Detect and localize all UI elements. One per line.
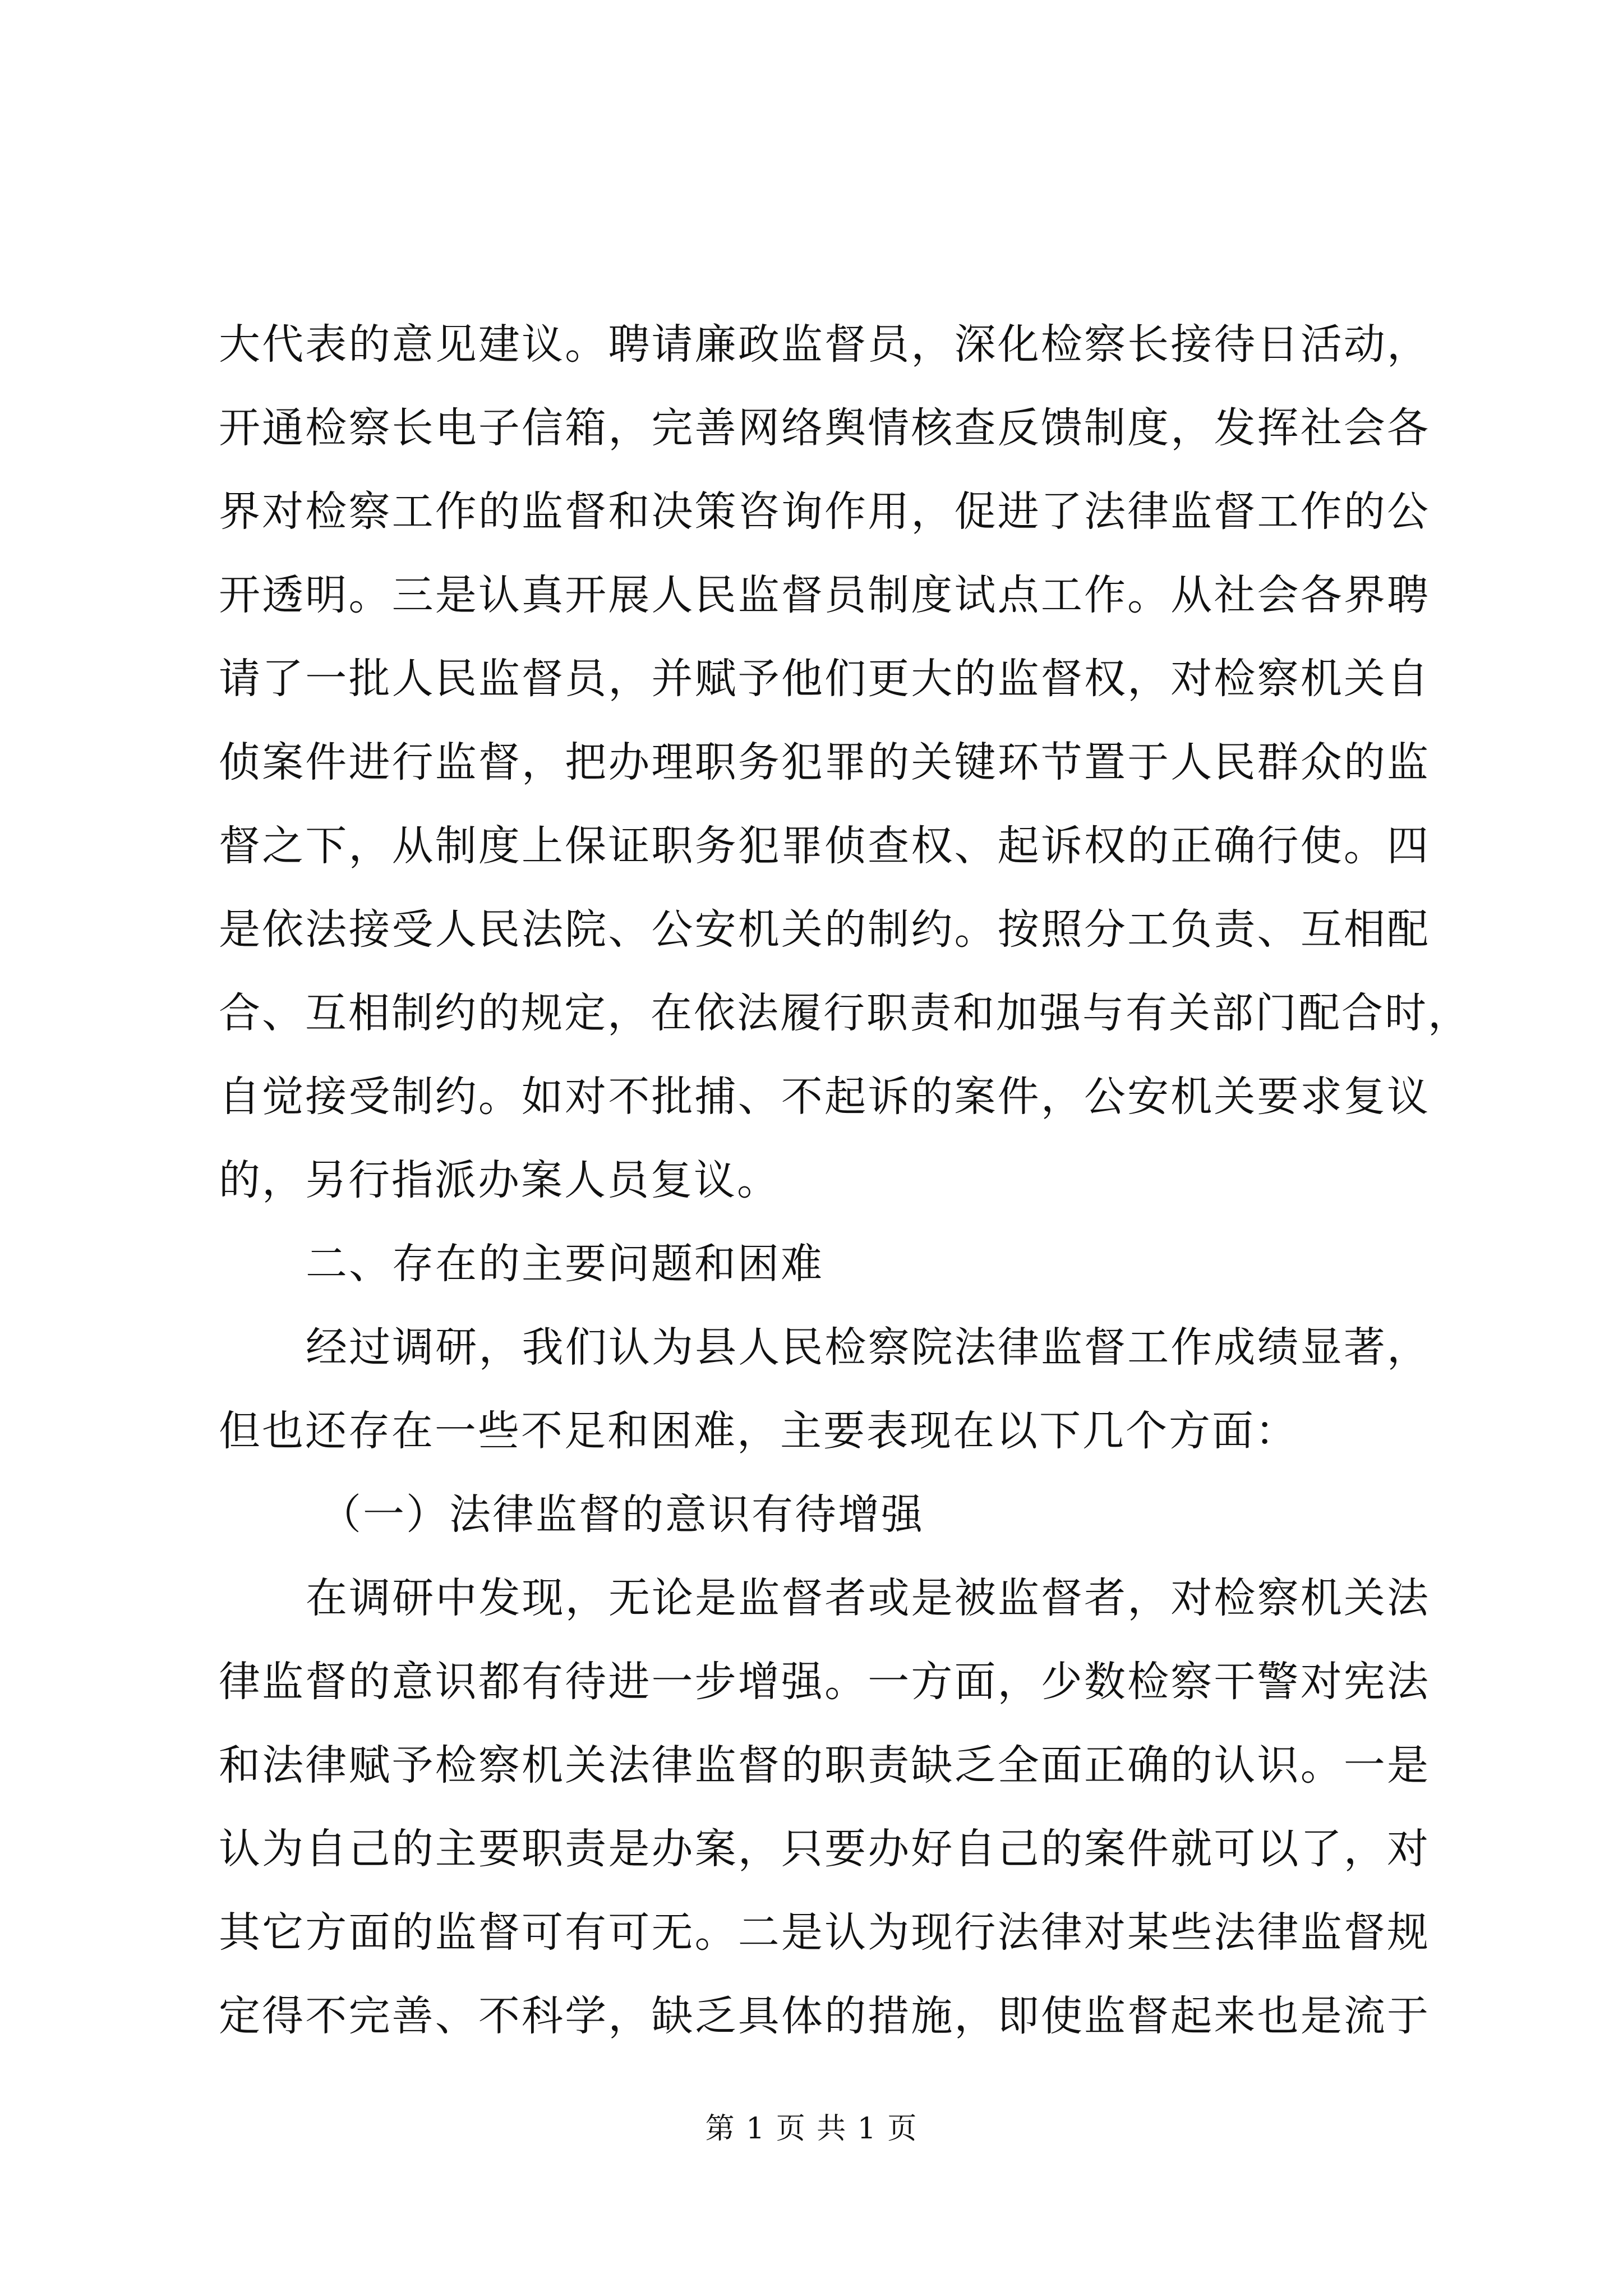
text-line: 是依法接受人民法院、公安机关的制约。按照分工负责、互相配 bbox=[219, 905, 1430, 954]
text-line: 的，另行指派办案人员复议。 bbox=[219, 1156, 780, 1204]
text-line: 开透明。三是认真开展人民监督员制度试点工作。从社会各界聘 bbox=[219, 571, 1430, 619]
text-line: 经过调研，我们认为县人民检察院法律监督工作成绩显著， bbox=[306, 1323, 1430, 1372]
text-line: 但也还存在一些不足和困难，主要表现在以下几个方面： bbox=[219, 1407, 1298, 1455]
text-line: 督之下，从制度上保证职务犯罪侦查权、起诉权的正确行使。四 bbox=[219, 822, 1430, 870]
section-heading: 二、存在的主要问题和困难 bbox=[306, 1240, 824, 1288]
text-line: 侦案件进行监督，把办理职务犯罪的关键环节置于人民群众的监 bbox=[219, 738, 1430, 786]
text-line: 律监督的意识都有待进一步增强。一方面，少数检察干警对宪法 bbox=[219, 1658, 1430, 1706]
page-number-footer: 第 1 页 共 1 页 bbox=[705, 2112, 918, 2146]
text-line: 自觉接受制约。如对不批捕、不起诉的案件，公安机关要求复议 bbox=[219, 1073, 1430, 1121]
text-line: 大代表的意见建议。聘请廉政监督员，深化检察长接待日活动， bbox=[219, 320, 1430, 369]
text-line: 定得不完善、不科学，缺乏具体的措施，即使监督起来也是流于 bbox=[219, 1992, 1430, 2040]
text-line: 其它方面的监督可有可无。二是认为现行法律对某些法律监督规 bbox=[219, 1908, 1430, 1957]
text-line: 请了一批人民监督员，并赋予他们更大的监督权，对检察机关自 bbox=[219, 655, 1430, 703]
text-line: 界对检察工作的监督和决策咨询作用，促进了法律监督工作的公 bbox=[219, 487, 1430, 536]
text-line: 在调研中发现，无论是监督者或是被监督者，对检察机关法 bbox=[306, 1574, 1430, 1622]
text-line: 合、互相制约的规定，在依法履行职责和加强与有关部门配合时， bbox=[219, 989, 1471, 1037]
text-line: 开通检察长电子信箱，完善网络舆情核查反馈制度，发挥社会各 bbox=[219, 404, 1430, 452]
body-text bbox=[219, 303, 1471, 2058]
subsection-heading: （一）法律监督的意识有待增强 bbox=[320, 1490, 924, 1539]
text-line: 和法律赋予检察机关法律监督的职责缺乏全面正确的认识。一是 bbox=[219, 1741, 1430, 1789]
text-line: 认为自己的主要职责是办案，只要办好自己的案件就可以了，对 bbox=[219, 1825, 1430, 1873]
